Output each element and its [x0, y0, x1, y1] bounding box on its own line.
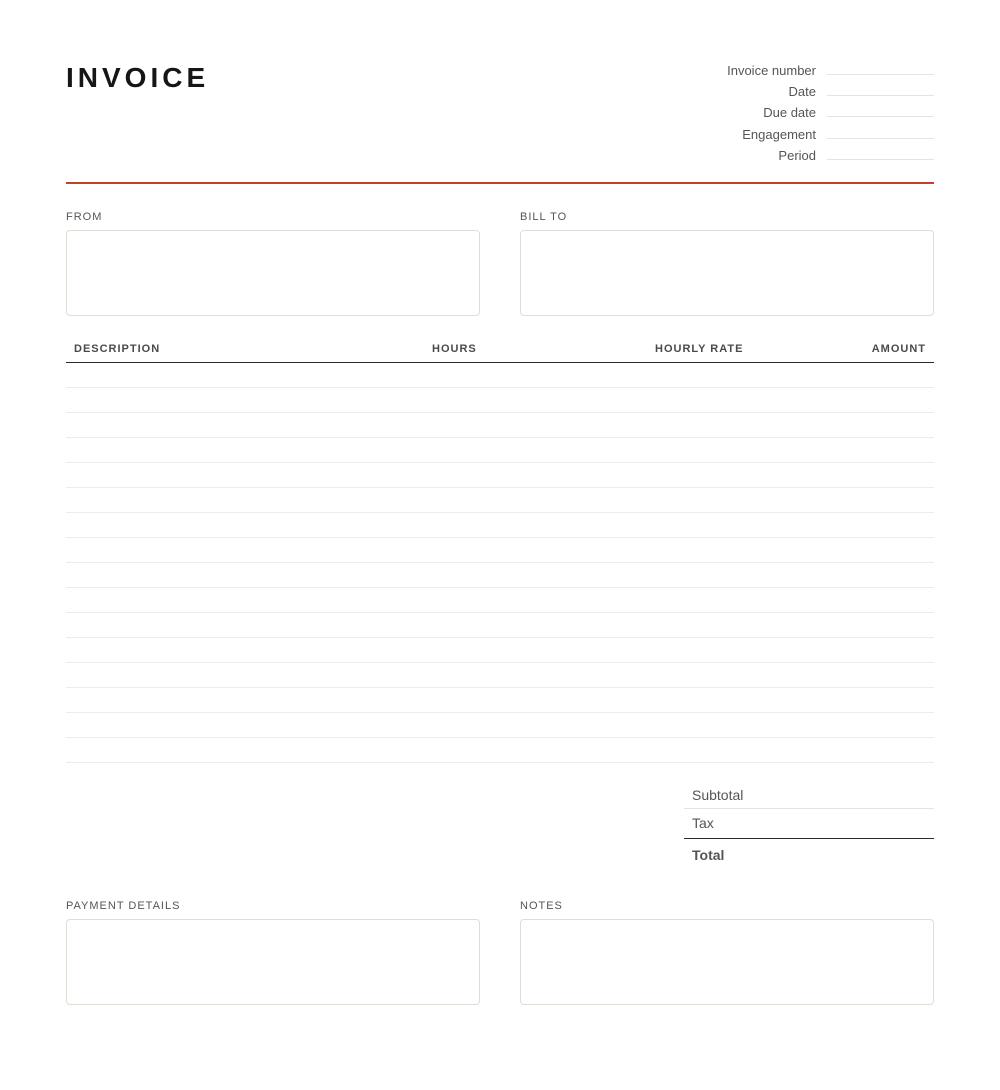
- table-row[interactable]: [66, 688, 934, 713]
- table-row[interactable]: [66, 613, 934, 638]
- table-row[interactable]: [66, 638, 934, 663]
- table-row[interactable]: [66, 713, 934, 738]
- column-header-hourly-rate: HOURLY RATE: [655, 343, 744, 355]
- table-row[interactable]: [66, 438, 934, 463]
- subtotal-row: [684, 781, 934, 809]
- table-row[interactable]: [66, 388, 934, 413]
- invoice-number-field[interactable]: [827, 74, 934, 75]
- table-row[interactable]: [66, 363, 934, 388]
- total-row: [684, 839, 934, 867]
- engagement-label: Engagement: [742, 126, 816, 142]
- invoice-meta: [660, 60, 934, 166]
- tax-row: [684, 809, 934, 839]
- invoice-title: INVOICE: [66, 62, 210, 93]
- meta-row-period: [660, 145, 934, 166]
- meta-row-date: [660, 81, 934, 102]
- period-field[interactable]: [827, 159, 934, 160]
- column-header-hours: HOURS: [432, 343, 477, 355]
- date-field[interactable]: [827, 95, 934, 96]
- from-box[interactable]: [66, 230, 480, 316]
- table-row[interactable]: [66, 513, 934, 538]
- header-divider: [66, 182, 934, 184]
- column-header-description: DESCRIPTION: [74, 343, 161, 355]
- table-row[interactable]: [66, 463, 934, 488]
- table-row[interactable]: [66, 563, 934, 588]
- notes-box[interactable]: [520, 919, 934, 1005]
- table-row[interactable]: [66, 588, 934, 613]
- due-date-field[interactable]: [827, 116, 934, 117]
- tax-label: Tax: [692, 815, 714, 831]
- from-label: FROM: [66, 211, 103, 223]
- line-items-body: [66, 363, 934, 763]
- notes-label: NOTES: [520, 900, 563, 912]
- table-row[interactable]: [66, 538, 934, 563]
- period-label: Period: [778, 147, 816, 163]
- meta-row-engagement: [660, 124, 934, 145]
- invoice-number-label: Invoice number: [727, 63, 816, 78]
- payment-details-label: PAYMENT DETAILS: [66, 900, 181, 912]
- due-date-label: Due date: [763, 105, 816, 121]
- meta-row-due-date: [660, 102, 934, 123]
- total-label: Total: [692, 847, 725, 863]
- table-row[interactable]: [66, 488, 934, 513]
- totals-block: [684, 781, 934, 867]
- bill-to-box[interactable]: [520, 230, 934, 316]
- table-row[interactable]: [66, 413, 934, 438]
- bill-to-label: BILL TO: [520, 211, 568, 223]
- subtotal-label: Subtotal: [692, 787, 744, 803]
- payment-details-box[interactable]: [66, 919, 480, 1005]
- table-row[interactable]: [66, 738, 934, 763]
- engagement-field[interactable]: [827, 138, 934, 139]
- table-row[interactable]: [66, 663, 934, 688]
- column-header-amount: AMOUNT: [871, 343, 926, 355]
- meta-row-invoice-number: [660, 60, 934, 81]
- line-items-header: [66, 336, 934, 363]
- date-label: Date: [788, 84, 816, 100]
